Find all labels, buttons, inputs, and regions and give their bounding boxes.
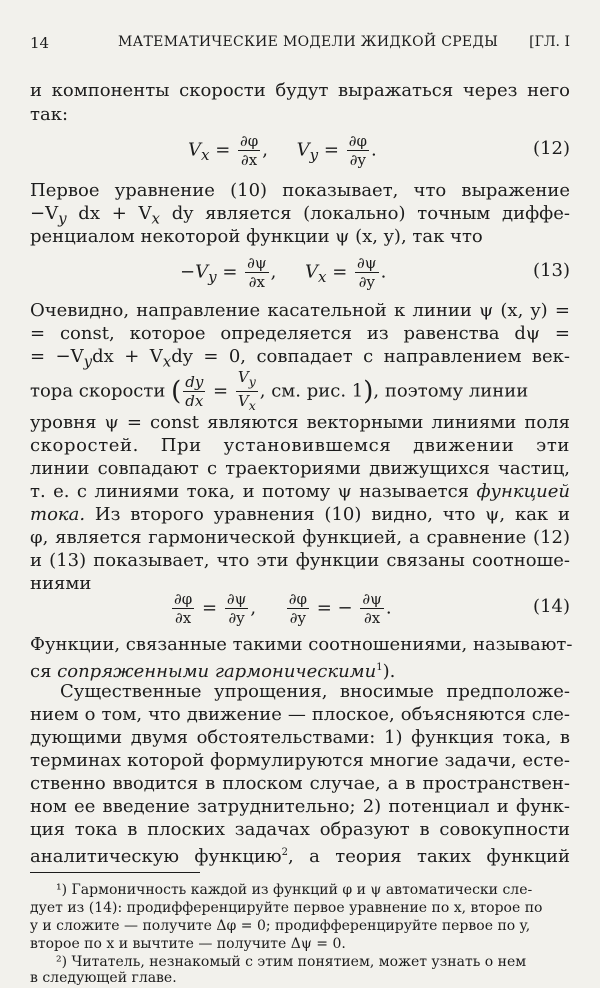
footnote-line: дует из (14): продифференцируйте первое уравнение по x, второе по <box>30 900 543 916</box>
text-line: Существенные упрощения, вносимые предположе- <box>60 681 570 702</box>
fraction <box>360 590 384 627</box>
text-line: уровня ψ = const являются векторными линиями поля <box>30 412 570 433</box>
denominator: ∂x <box>248 273 266 291</box>
text-fragment: = −V <box>30 346 84 367</box>
running-title: МАТЕМАТИЧЕСКИЕ МОДЕЛИ ЖИДКОЙ СРЕДЫ <box>118 34 499 50</box>
fraction <box>347 132 369 169</box>
fraction <box>238 132 260 169</box>
denominator: ∂x <box>175 609 192 627</box>
text-line: тора скорости ( $\frac{dy}{dx}$ = $\frac{V_y}{V_x}$ , см. рис. 1), поэтому линии <box>30 368 529 413</box>
text-line: дующими двумя обстоятельствами: 1) функция тока, в <box>30 727 570 748</box>
chapter-label: [ГЛ. I <box>529 34 570 50</box>
text-line: φ, является гармонической функцией, а сравнение (12) <box>30 527 570 548</box>
text-line: Очевидно, направление касательной к линии ψ (x, y) = <box>30 300 570 321</box>
text-fragment: аналитическую функцию <box>30 846 282 867</box>
subscript: y <box>248 374 256 389</box>
eq-symbol: V <box>305 261 319 283</box>
eq-symbol: V <box>296 139 310 161</box>
period: . <box>385 597 392 619</box>
eq-subscript: y <box>208 268 217 287</box>
numerator: ∂ψ <box>357 254 377 272</box>
fraction <box>236 368 258 415</box>
eq-sign: = <box>323 139 339 161</box>
text-fragment: т. е. с линиями тока, и потому ψ называется <box>30 481 477 502</box>
text-line: Функции, связанные такими соотношениями, называют- <box>30 634 573 655</box>
text-line: = const, которое определяется из равенства dψ = <box>30 323 570 344</box>
equation-14: $\frac{\partial\varphi}{\partial x}$ = $\frac{\partial\psi}{\partial y}$ , $\frac{\partial\varphi}{\partial y}$ = − $\frac{\partial\psi}{\partial x}$ . (14) <box>174 590 570 627</box>
period: . <box>380 261 387 283</box>
text-line: ном ее введение затруднительно; 2) потенциал и функ- <box>30 796 570 817</box>
fraction <box>172 590 194 627</box>
text-fragment: тора скорости <box>30 380 166 402</box>
numerator: V <box>237 368 249 386</box>
eq-sign: = <box>332 261 348 283</box>
equation-12 <box>30 128 570 176</box>
text-line: так: <box>30 104 69 125</box>
denominator: ∂y <box>289 609 306 627</box>
denominator: dx <box>185 392 204 410</box>
eq-sign: = <box>202 597 218 619</box>
eq-sign: = <box>316 597 332 619</box>
text-fragment: , а теория таких функций <box>287 846 571 867</box>
text-line <box>30 504 570 526</box>
numerator: ∂φ <box>174 590 193 608</box>
footnote-ref: 1 <box>376 662 383 673</box>
eq-subscript: y <box>309 146 319 165</box>
italic-term: сопряженными гармоническими <box>57 661 377 682</box>
text-fragment: dx + V <box>66 203 152 224</box>
text-line: терминах которой формулируются многие задачи, есте- <box>30 750 570 771</box>
numerator: ∂φ <box>288 590 307 608</box>
fraction <box>355 254 379 291</box>
text-line: и компоненты скорости будут выражаться через него <box>30 80 570 101</box>
subscript: x <box>162 352 172 371</box>
eq-symbol: −V <box>180 261 209 283</box>
text-line <box>30 481 570 503</box>
text-line: ственно вводится в плоском случае, а в пространствен- <box>30 773 570 794</box>
text-fragment: dy = 0, совпадает с направлением век- <box>171 346 571 367</box>
fraction <box>287 590 309 627</box>
subscript: y <box>58 209 67 228</box>
equation-13 <box>30 250 570 298</box>
fraction <box>245 254 269 291</box>
numerator: ∂ψ <box>362 590 382 608</box>
text-line: линии совпадают с траекториями движущихся частиц, <box>30 458 570 479</box>
numerator: ∂ψ <box>247 254 267 272</box>
italic-term: тока. <box>30 504 86 525</box>
footnote-line: ²) Читатель, незнакомый с этим понятием, может узнать о нем <box>56 954 527 970</box>
numerator: ∂φ <box>348 132 367 150</box>
subscript: x <box>248 398 256 413</box>
eq-sign: = <box>215 139 231 161</box>
footnote-ref: 2 <box>281 847 288 858</box>
denominator: ∂y <box>228 609 245 627</box>
comma: , <box>270 261 277 283</box>
text-fragment: −V <box>30 203 59 224</box>
fraction <box>225 590 249 627</box>
page-header <box>30 34 570 56</box>
footnote-line: второе по x и вычтите — получите Δψ = 0. <box>30 936 346 952</box>
text-line: ниями <box>30 573 92 594</box>
text-fragment: ). <box>382 661 396 682</box>
text-line: ренциалом некоторой функции ψ (x, y), так что <box>30 226 483 247</box>
denominator: ∂x <box>241 151 258 169</box>
page-number: 14 <box>30 34 50 52</box>
equation-label: (12) <box>533 138 570 159</box>
equation-label: (14) <box>533 596 570 617</box>
text-line: нием о том, что движение — плоское, объясняются сле- <box>30 704 570 725</box>
numerator: ∂ψ <box>226 590 247 608</box>
denominator: V <box>237 392 249 410</box>
fraction <box>183 373 205 410</box>
footnote-line: в следующей главе. <box>30 970 177 986</box>
text-fragment: dx + V <box>92 346 163 367</box>
denominator: ∂y <box>358 273 375 291</box>
text-fragment: Из второго уравнения (10) видно, что ψ, как и <box>85 504 570 525</box>
text-fragment: , см. рис. 1 <box>259 380 364 402</box>
text-line: скоростей. При установившемся движении эти <box>30 435 570 456</box>
eq-sign: = <box>222 261 238 283</box>
paren-open: ( <box>171 376 182 407</box>
text-fragment: , поэтому линии <box>373 380 529 402</box>
numerator: dy <box>185 373 204 391</box>
text-line: Первое уравнение (10) показывает, что выражение <box>30 180 570 201</box>
footnote-line: ¹) Гармоничность каждой из функций φ и ψ автоматически сле- <box>56 882 533 898</box>
subscript: y <box>83 352 93 371</box>
footnote-rule <box>30 872 200 873</box>
text-line: и (13) показывает, что эти функции связаны соотноше- <box>30 550 570 571</box>
denominator: ∂y <box>349 151 366 169</box>
eq-subscript: x <box>318 268 327 287</box>
text-line <box>30 657 570 683</box>
text-line <box>30 842 570 868</box>
paren-close: ) <box>363 376 374 407</box>
text-fragment: ся <box>30 661 58 682</box>
text-fragment: dy является (локально) точным диффе- <box>159 203 570 224</box>
period: . <box>370 139 377 161</box>
eq-symbol: V <box>188 139 201 161</box>
denominator: ∂x <box>364 609 381 627</box>
footnote-line: y и сложите — получите Δφ = 0; продифференцируйте первое по y, <box>30 918 531 934</box>
comma: , <box>250 597 257 619</box>
italic-term: функцией <box>476 481 570 502</box>
comma: , <box>262 139 269 161</box>
eq-subscript: x <box>201 146 210 165</box>
subscript: x <box>151 209 160 228</box>
numerator: ∂φ <box>240 132 259 150</box>
text-line: ция тока в плоских задачах образуют в совокупности <box>30 819 570 840</box>
equation-label: (13) <box>533 260 570 281</box>
